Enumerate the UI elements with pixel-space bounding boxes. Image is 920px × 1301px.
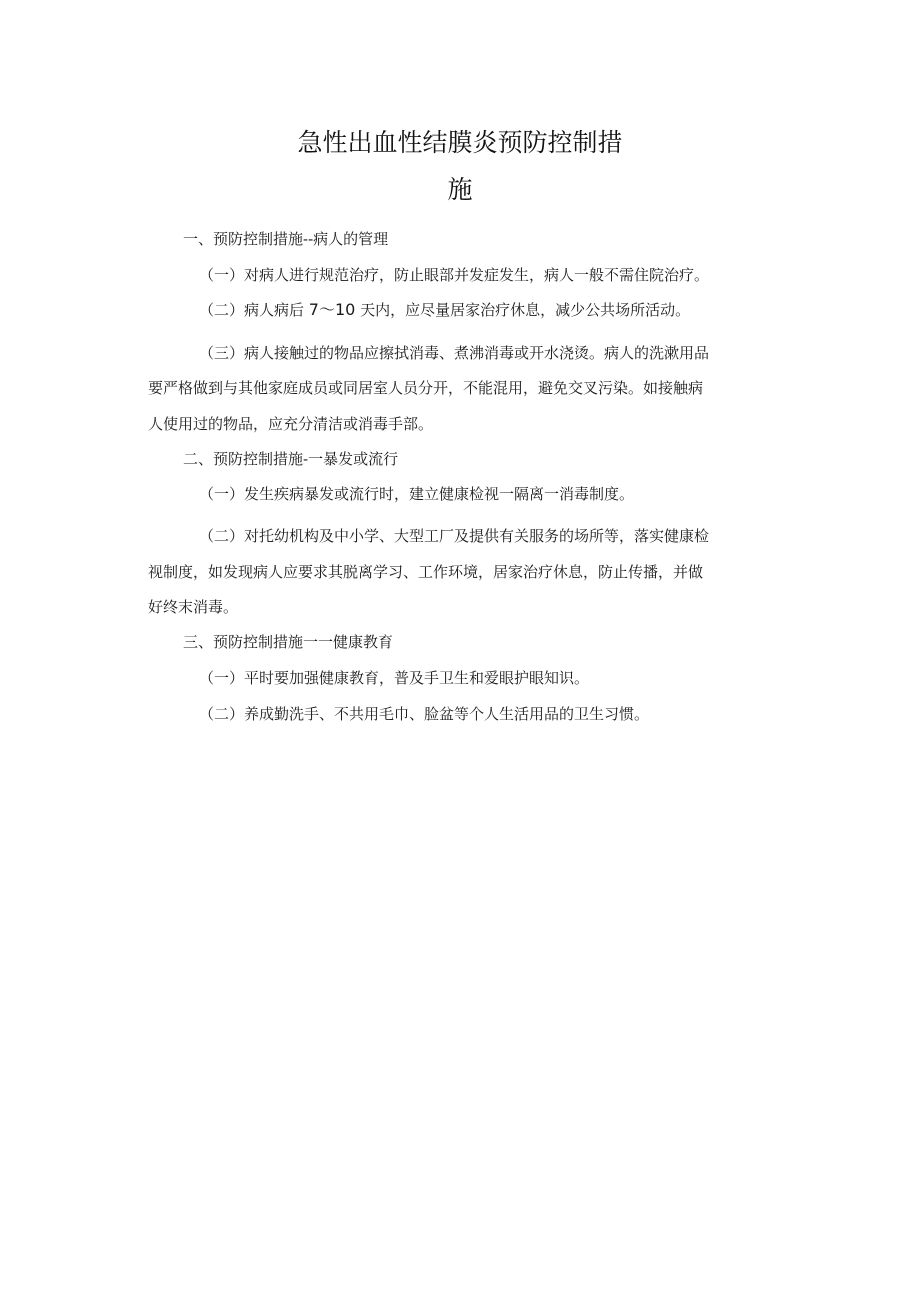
section-2-heading: 二、预防控制措施-一暴发或流行 xyxy=(183,450,399,468)
section-3-heading: 三、预防控制措施一一健康教育 xyxy=(183,633,394,651)
section-1-item-3-line-3: 人使用过的物品，应充分清洁或消毒手部。 xyxy=(148,415,434,433)
section-2-item-2-line-1: （二）对托幼机构及中小学、大型工厂及提供有关服务的场所等，落实健康检 xyxy=(199,527,710,545)
section-3-item-1: （一）平时要加强健康教育，普及手卫生和爱眼护眼知识。 xyxy=(199,669,590,687)
document-title-line-1: 急性出血性结膜炎预防控制措 xyxy=(297,128,623,157)
section-2-item-2-line-3: 好终末消毒。 xyxy=(148,598,239,616)
section-1-item-2-prefix: （二）病人病后 xyxy=(199,301,309,319)
document-title-line-2: 施 xyxy=(447,175,473,204)
section-3-item-2: （二）养成勤洗手、不共用毛巾、脸盆等个人生活用品的卫生习惯。 xyxy=(199,705,650,723)
section-1-item-3-line-1: （三）病人接触过的物品应擦拭消毒、煮沸消毒或开水浇烫。病人的洗漱用品 xyxy=(199,344,710,362)
section-1-heading: 一、预防控制措施--病人的管理 xyxy=(183,230,389,248)
section-2-item-2-line-2: 视制度，如发现病人应要求其脱离学习、工作环境，居家治疗休息，防止传播，并做 xyxy=(148,563,704,581)
section-1-item-2 xyxy=(199,300,690,320)
section-2-item-1: （一）发生疾病暴发或流行时，建立健康检视一隔离一消毒制度。 xyxy=(199,485,635,503)
section-1-item-3-line-2: 要严格做到与其他家庭成员或同居室人员分开，不能混用，避免交叉污染。如接触病 xyxy=(148,379,704,397)
section-1-item-1: （一）对病人进行规范治疗，防止眼部并发症发生，病人一般不需住院治疗。 xyxy=(199,266,710,284)
section-1-item-2-suffix: 天内，应尽量居家治疗休息，减少公共场所活动。 xyxy=(355,301,691,319)
section-1-item-2-number: 7～10 xyxy=(308,300,356,319)
